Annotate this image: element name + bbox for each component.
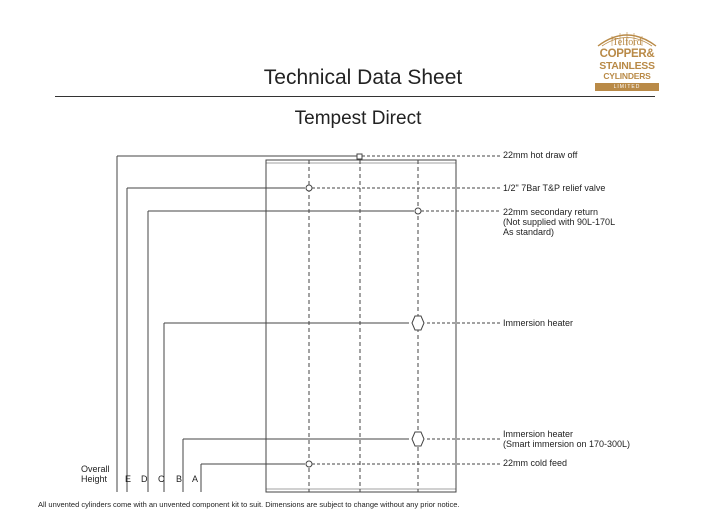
- callout-relief-valve: 1/2" 7Bar T&P relief valve: [503, 183, 606, 193]
- logo-brand: Telford: [612, 37, 642, 48]
- dimension-label-e: E: [125, 474, 132, 484]
- dimension-label-c: C: [158, 474, 165, 484]
- callout-cold-feed: 22mm cold feed: [503, 458, 568, 468]
- logo-line-cylinders: CYLINDERS: [603, 71, 651, 81]
- callout-secondary-return: 22mm secondary return: [503, 207, 599, 217]
- cold-feed-port: [306, 461, 312, 467]
- dimension-label-height: Height: [81, 474, 108, 484]
- page-title: Technical Data Sheet: [263, 66, 463, 89]
- immersion-heater-lower-port: [412, 432, 424, 446]
- cylinder-body: [266, 160, 456, 492]
- product-name: Tempest Direct: [294, 108, 422, 129]
- callout-immersion-heater-lower-note: (Smart immersion on 170-300L): [503, 439, 631, 449]
- hot-draw-off-fitting: [357, 154, 362, 159]
- callout-secondary-return-note: (Not supplied with 90L-170L: [503, 217, 616, 227]
- logo-line-limited: LIMITED: [595, 83, 659, 91]
- relief-valve-port: [306, 185, 312, 191]
- immersion-heater-upper-port: [412, 316, 424, 330]
- dimension-label-d: D: [141, 474, 148, 484]
- logo-line-copper: COPPER&: [599, 48, 655, 60]
- dimension-label-b: B: [176, 474, 183, 484]
- callout-immersion-heater-lower: Immersion heater: [503, 429, 574, 439]
- callout-secondary-return-note: As standard): [503, 227, 555, 237]
- callout-immersion-heater-upper: Immersion heater: [503, 318, 574, 328]
- dimension-label-a: A: [192, 474, 199, 484]
- logo-line-stainless: STAINLESS: [599, 60, 655, 72]
- footnote: All unvented cylinders come with an unvented component kit to suit. Dimensions are subject to change without any prior notice.: [38, 500, 460, 509]
- secondary-return-port: [415, 208, 421, 214]
- callout-hot-draw-off: 22mm hot draw off: [503, 150, 578, 160]
- dimension-label-overall: Overall: [81, 464, 110, 474]
